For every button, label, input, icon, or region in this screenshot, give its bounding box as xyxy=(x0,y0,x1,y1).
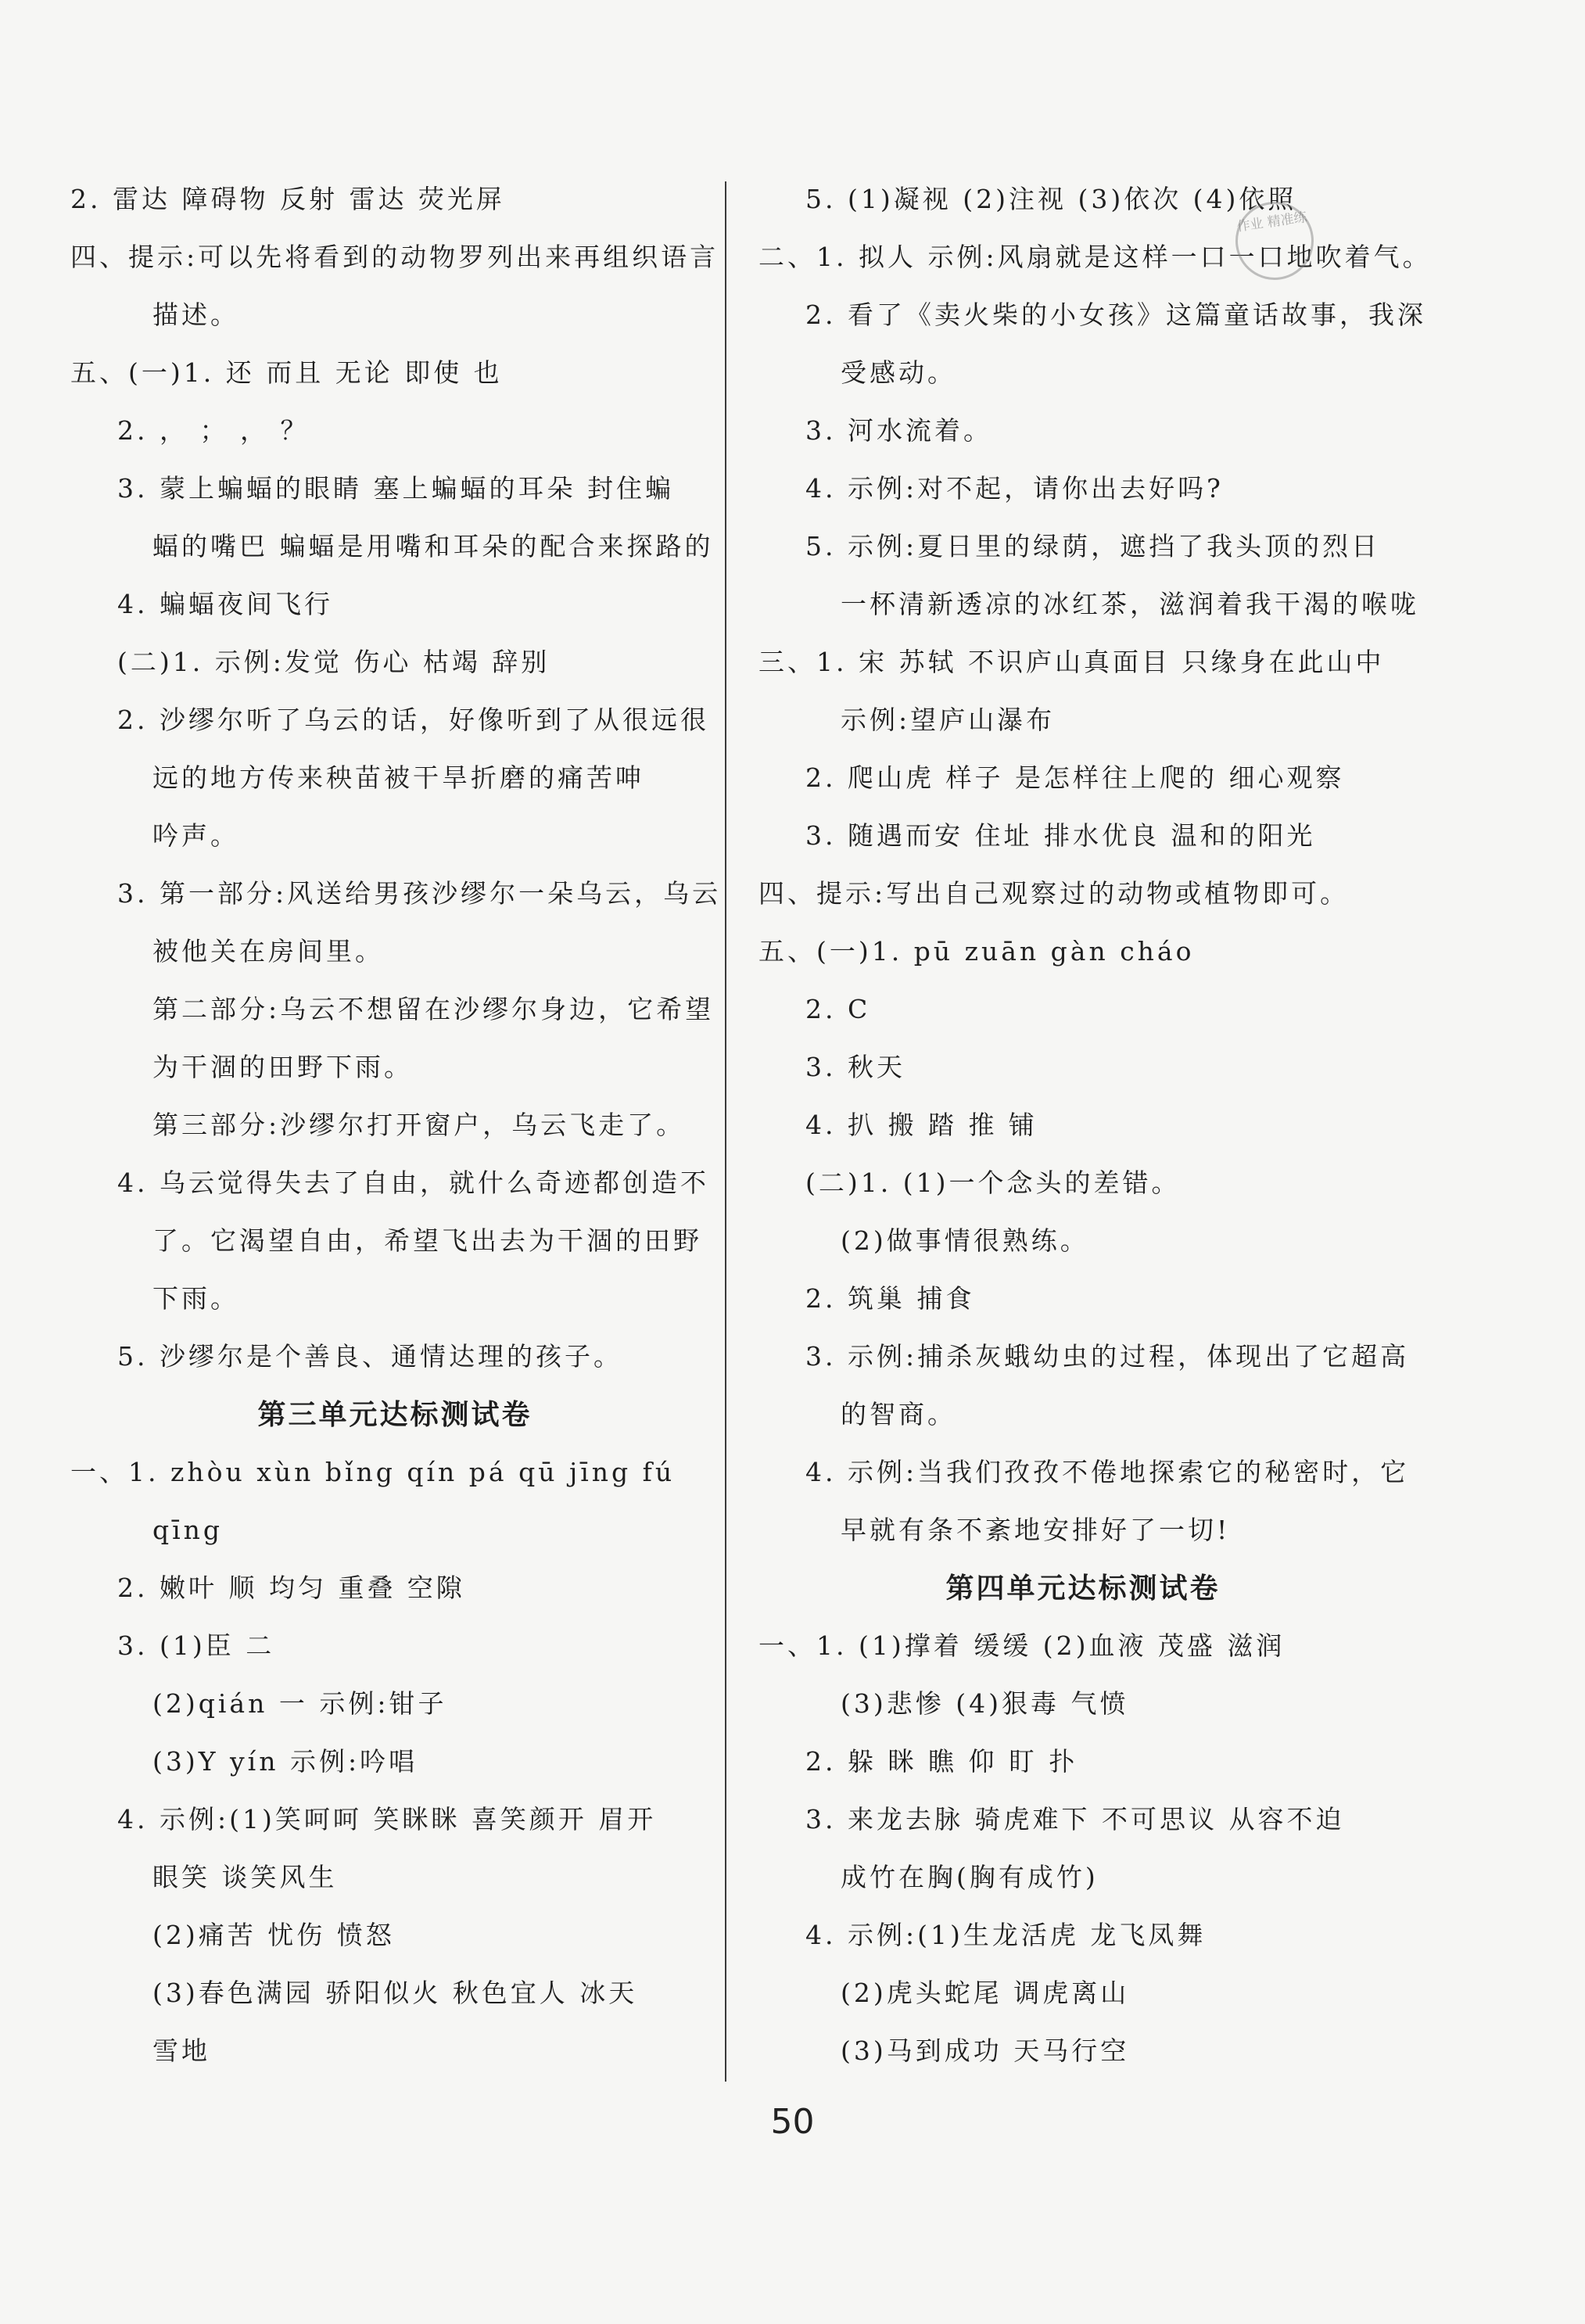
answer-line: 3. 河水流着。 xyxy=(805,415,992,446)
answer-line: 下雨。 xyxy=(152,1283,239,1314)
answer-line: 早就有条不紊地安排好了一切! xyxy=(841,1515,1231,1545)
answer-line: 4. 示例:(1)生龙活虎 龙飞凤舞 xyxy=(805,1920,1207,1950)
answer-line: (3)Y yín 示例:吟唱 xyxy=(152,1746,418,1777)
answer-line: 2. 沙缪尔听了乌云的话，好像听到了从很远很 xyxy=(117,705,709,735)
answer-line: 一、1. (1)撑着 缓缓 (2)血液 茂盛 滋润 xyxy=(758,1630,1286,1661)
answer-line: 为干涸的田野下雨。 xyxy=(152,1052,413,1082)
answer-line: (2)虎头蛇尾 调虎离山 xyxy=(841,1978,1130,2008)
answer-line: 5. 示例:夏日里的绿荫，遮挡了我头顶的烈日 xyxy=(805,531,1381,561)
answer-line: 成竹在胸(胸有成竹) xyxy=(841,1862,1099,1892)
answer-line: 4. 蝙蝠夜间飞行 xyxy=(117,589,333,619)
answer-line: 2. ， ； ， ？ xyxy=(117,415,310,446)
column-divider xyxy=(725,181,726,2082)
answer-line: 2. C xyxy=(805,994,871,1024)
answer-line: 雪地 xyxy=(152,2035,210,2066)
answer-line: 受感动。 xyxy=(841,357,956,388)
answer-line: 眼笑 谈笑风生 xyxy=(152,1862,338,1892)
answer-line: (3)春色满园 骄阳似火 秋色宜人 冰天 xyxy=(152,1978,638,2008)
answer-line: 4. 扒 搬 踏 推 铺 xyxy=(805,1110,1038,1140)
answer-line: 远的地方传来秧苗被干旱折磨的痛苦呻 xyxy=(152,762,644,793)
answer-line: 5. 沙缪尔是个善良、通情达理的孩子。 xyxy=(117,1341,622,1372)
answer-line: 3. 蒙上蝙蝠的眼睛 塞上蝙蝠的耳朵 封住蝙 xyxy=(117,473,674,504)
answer-line: 4. 示例:对不起，请你出去好吗? xyxy=(805,473,1224,504)
answer-line: 4. 示例:(1)笑呵呵 笑眯眯 喜笑颜开 眉开 xyxy=(117,1804,657,1834)
answer-line: 二、1. 拟人 示例:风扇就是这样一口一口地吹着气。 xyxy=(758,242,1432,272)
answer-line: 三、1. 宋 苏轼 不识庐山真面目 只缘身在此山中 xyxy=(758,647,1385,677)
answer-line: 3. 示例:捕杀灰蛾幼虫的过程，体现出了它超高 xyxy=(805,1341,1410,1372)
answer-line: 的智商。 xyxy=(841,1399,956,1429)
section-heading: 第四单元达标测试卷 xyxy=(945,1572,1221,1605)
answer-line: (2)做事情很熟练。 xyxy=(841,1225,1089,1256)
answer-line: 2. 筑巢 捕食 xyxy=(805,1283,975,1314)
answer-line: (3)悲惨 (4)狠毒 气愤 xyxy=(841,1688,1129,1719)
section-heading: 第三单元达标测试卷 xyxy=(257,1398,533,1431)
answer-line: 第三部分:沙缪尔打开窗户，乌云飞走了。 xyxy=(152,1110,686,1140)
answer-line: 五、(一)1. pū zuān gàn cháo xyxy=(758,936,1195,967)
answer-line: 蝠的嘴巴 蝙蝠是用嘴和耳朵的配合来探路的 xyxy=(152,531,714,561)
answer-line: (二)1. (1)一个念头的差错。 xyxy=(805,1167,1181,1198)
answer-line: 2. 躲 眯 瞧 仰 盯 扑 xyxy=(805,1746,1078,1777)
answer-line: 2. 看了《卖火柴的小女孩》这篇童话故事，我深 xyxy=(805,299,1426,330)
answer-line: 了。它渴望自由，希望飞出去为干涸的田野 xyxy=(152,1225,702,1256)
answer-line: 2. 雷达 障碍物 反射 雷达 荧光屏 xyxy=(70,184,505,214)
answer-line: 4. 示例:当我们孜孜不倦地探索它的秘密时，它 xyxy=(805,1457,1410,1487)
left-answer-column xyxy=(70,170,722,2080)
watermark-stamp: 作业 精准练 xyxy=(1231,197,1319,285)
answer-line: 五、(一)1. 还 而且 无论 即使 也 xyxy=(70,357,503,388)
answer-line: 2. 嫩叶 顺 均匀 重叠 空隙 xyxy=(117,1573,465,1603)
answer-line: 5. (1)凝视 (2)注视 (3)依次 (4)依照 xyxy=(805,184,1297,214)
answer-line: 吟声。 xyxy=(152,820,239,851)
answer-line: 示例:望庐山瀑布 xyxy=(841,705,1056,735)
answer-line: 四、提示:写出自己观察过的动物或植物即可。 xyxy=(758,878,1350,909)
answer-line: (3)马到成功 天马行空 xyxy=(841,2035,1130,2066)
answer-line: 一、1. zhòu xùn bǐng qín pá qū jīng fú xyxy=(70,1457,676,1487)
answer-line: 3. 随遇而安 住址 排水优良 温和的阳光 xyxy=(805,820,1316,851)
answer-line: 被他关在房间里。 xyxy=(152,936,384,967)
answer-line: 2. 爬山虎 样子 是怎样往上爬的 细心观察 xyxy=(805,762,1345,793)
answer-line: 第二部分:乌云不想留在沙缪尔身边，它希望 xyxy=(152,994,715,1024)
right-answer-column xyxy=(758,170,1432,2080)
answer-line: 3. (1)臣 二 xyxy=(117,1630,275,1661)
answer-line: 3. 第一部分:风送给男孩沙缪尔一朵乌云，乌云 xyxy=(117,878,722,909)
answer-line: 描述。 xyxy=(152,299,239,330)
answer-line: (2)痛苦 忧伤 愤怒 xyxy=(152,1920,395,1950)
answer-line: (二)1. 示例:发觉 伤心 枯竭 辞别 xyxy=(117,647,550,677)
answer-line: 4. 乌云觉得失去了自由，就什么奇迹都创造不 xyxy=(117,1167,709,1198)
answer-line: qīng xyxy=(152,1515,224,1545)
answer-line: 四、提示:可以先将看到的动物罗列出来再组织语言 xyxy=(70,242,719,272)
answer-line: 一杯清新透凉的冰红茶，滋润着我干渴的喉咙 xyxy=(841,589,1419,619)
answer-line: 3. 秋天 xyxy=(805,1052,905,1082)
answer-line: 3. 来龙去脉 骑虎难下 不可思议 从容不迫 xyxy=(805,1804,1345,1834)
page-number: 50 xyxy=(770,2102,815,2142)
answer-line: (2)qián 一 示例:钳子 xyxy=(152,1688,447,1719)
